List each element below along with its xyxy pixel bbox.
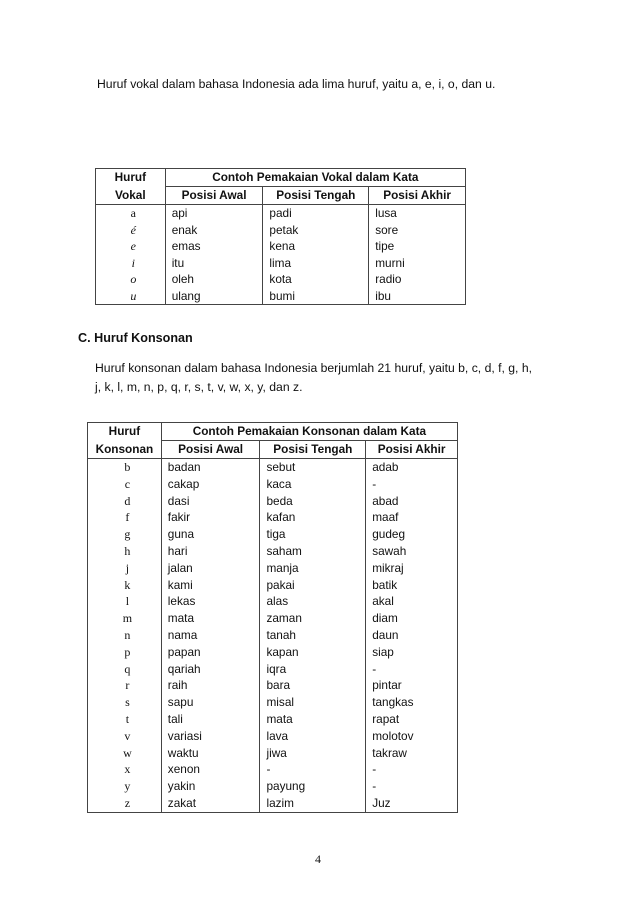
consonant-cell-letter: j — [88, 560, 162, 577]
vowel-cell-awal: ulang — [165, 288, 263, 305]
consonant-row — [88, 661, 458, 678]
consonant-cell-letter: d — [88, 493, 162, 510]
consonant-cell-letter: m — [88, 610, 162, 627]
consonant-cell-akhir: mikraj — [366, 560, 458, 577]
vowel-row — [96, 222, 466, 239]
consonant-cell-akhir: takraw — [366, 745, 458, 762]
consonant-cell-awal: raih — [161, 677, 260, 694]
vowel-cell-letter: é — [96, 222, 166, 239]
consonant-cell-akhir: batik — [366, 577, 458, 594]
consonant-row — [88, 509, 458, 526]
vowel-header-akhir: Posisi Akhir — [369, 187, 466, 205]
consonant-cell-tengah: pakai — [260, 577, 366, 594]
vowel-cell-tengah: lima — [263, 255, 369, 272]
vowel-cell-awal: itu — [165, 255, 263, 272]
consonant-cell-akhir: - — [366, 661, 458, 678]
consonant-cell-letter: t — [88, 711, 162, 728]
consonant-cell-tengah: tiga — [260, 526, 366, 543]
consonant-cell-tengah: sebut — [260, 459, 366, 476]
vowel-cell-letter: e — [96, 238, 166, 255]
consonant-cell-letter: l — [88, 593, 162, 610]
consonant-cell-awal: xenon — [161, 761, 260, 778]
consonant-table — [87, 422, 458, 813]
consonant-cell-awal: yakin — [161, 778, 260, 795]
consonant-row — [88, 526, 458, 543]
vowel-cell-akhir: radio — [369, 271, 466, 288]
consonant-cell-awal: hari — [161, 543, 260, 560]
vowel-row — [96, 205, 466, 222]
consonant-cell-akhir: diam — [366, 610, 458, 627]
consonant-row — [88, 627, 458, 644]
vowel-cell-tengah: bumi — [263, 288, 369, 305]
consonant-cell-awal: mata — [161, 610, 260, 627]
vowel-cell-tengah: petak — [263, 222, 369, 239]
vowel-cell-letter: u — [96, 288, 166, 305]
consonant-row — [88, 677, 458, 694]
consonant-row — [88, 728, 458, 745]
consonant-cell-akhir: pintar — [366, 677, 458, 694]
vowel-cell-awal: api — [165, 205, 263, 222]
consonant-cell-letter: w — [88, 745, 162, 762]
consonant-cell-awal: lekas — [161, 593, 260, 610]
consonant-cell-letter: q — [88, 661, 162, 678]
vowel-cell-akhir: lusa — [369, 205, 466, 222]
consonant-cell-awal: guna — [161, 526, 260, 543]
consonant-row — [88, 593, 458, 610]
vowel-col-huruf-1: Huruf — [96, 169, 166, 187]
consonant-cell-letter: k — [88, 577, 162, 594]
consonant-cell-awal: qariah — [161, 661, 260, 678]
vowel-header-tengah: Posisi Tengah — [263, 187, 369, 205]
consonant-cell-letter: y — [88, 778, 162, 795]
vowel-table-title: Contoh Pemakaian Vokal dalam Kata — [165, 169, 465, 187]
consonant-cell-letter: n — [88, 627, 162, 644]
consonant-cell-awal: sapu — [161, 694, 260, 711]
consonant-row — [88, 795, 458, 812]
consonant-cell-awal: waktu — [161, 745, 260, 762]
vowel-cell-tengah: kota — [263, 271, 369, 288]
consonant-cell-tengah: alas — [260, 593, 366, 610]
vowel-cell-awal: enak — [165, 222, 263, 239]
consonant-cell-awal: zakat — [161, 795, 260, 812]
consonant-cell-akhir: sawah — [366, 543, 458, 560]
consonant-cell-tengah: iqra — [260, 661, 366, 678]
consonant-cell-tengah: jiwa — [260, 745, 366, 762]
consonant-cell-tengah: beda — [260, 493, 366, 510]
vowel-header-awal: Posisi Awal — [165, 187, 263, 205]
section-heading: C. Huruf Konsonan — [78, 331, 193, 345]
consonant-cell-akhir: rapat — [366, 711, 458, 728]
consonant-row — [88, 745, 458, 762]
vowel-cell-akhir: tipe — [369, 238, 466, 255]
consonant-cell-awal: badan — [161, 459, 260, 476]
consonant-cell-akhir: molotov — [366, 728, 458, 745]
consonant-cell-akhir: adab — [366, 459, 458, 476]
consonant-cell-awal: cakap — [161, 476, 260, 493]
consonant-header-akhir: Posisi Akhir — [366, 441, 458, 459]
consonant-cell-tengah: bara — [260, 677, 366, 694]
vowel-table — [95, 168, 466, 305]
vowel-cell-letter: i — [96, 255, 166, 272]
consonant-cell-akhir: Juz — [366, 795, 458, 812]
consonant-row — [88, 644, 458, 661]
consonant-cell-awal: kami — [161, 577, 260, 594]
consonant-row — [88, 493, 458, 510]
consonant-cell-letter: g — [88, 526, 162, 543]
consonant-cell-akhir: abad — [366, 493, 458, 510]
vowel-row — [96, 238, 466, 255]
consonant-row — [88, 459, 458, 476]
vowel-col-huruf-2: Vokal — [96, 187, 166, 205]
consonant-row — [88, 543, 458, 560]
vowel-cell-tengah: padi — [263, 205, 369, 222]
consonant-cell-akhir: - — [366, 476, 458, 493]
consonant-cell-akhir: - — [366, 761, 458, 778]
consonant-cell-akhir: daun — [366, 627, 458, 644]
vowel-cell-akhir: ibu — [369, 288, 466, 305]
consonant-cell-tengah: misal — [260, 694, 366, 711]
consonant-cell-letter: s — [88, 694, 162, 711]
consonant-row — [88, 476, 458, 493]
consonant-table-title: Contoh Pemakaian Konsonan dalam Kata — [161, 423, 457, 441]
consonant-row — [88, 610, 458, 627]
consonant-cell-akhir: - — [366, 778, 458, 795]
consonant-cell-akhir: akal — [366, 593, 458, 610]
consonant-cell-tengah: zaman — [260, 610, 366, 627]
vowel-row — [96, 271, 466, 288]
consonant-cell-letter: z — [88, 795, 162, 812]
consonant-col-huruf-2: Konsonan — [88, 441, 162, 459]
consonant-cell-tengah: tanah — [260, 627, 366, 644]
vowel-cell-letter: a — [96, 205, 166, 222]
vowel-row — [96, 255, 466, 272]
consonant-cell-tengah: saham — [260, 543, 366, 560]
consonant-row — [88, 761, 458, 778]
vowel-cell-akhir: murni — [369, 255, 466, 272]
vowel-cell-tengah: kena — [263, 238, 369, 255]
consonant-cell-letter: f — [88, 509, 162, 526]
consonant-row — [88, 560, 458, 577]
consonant-cell-tengah: kaca — [260, 476, 366, 493]
consonant-cell-letter: x — [88, 761, 162, 778]
consonant-cell-akhir: maaf — [366, 509, 458, 526]
consonant-header-tengah: Posisi Tengah — [260, 441, 366, 459]
consonant-cell-tengah: manja — [260, 560, 366, 577]
consonant-cell-awal: tali — [161, 711, 260, 728]
consonant-cell-awal: fakir — [161, 509, 260, 526]
consonant-cell-akhir: gudeg — [366, 526, 458, 543]
consonant-intro-line-1: Huruf konsonan dalam bahasa Indonesia berjumlah 21 huruf, yaitu b, c, d, f, g, h, — [95, 361, 532, 375]
vowel-cell-awal: oleh — [165, 271, 263, 288]
vowel-row — [96, 288, 466, 305]
vowel-cell-awal: emas — [165, 238, 263, 255]
consonant-cell-tengah: kafan — [260, 509, 366, 526]
consonant-cell-tengah: payung — [260, 778, 366, 795]
consonant-cell-letter: b — [88, 459, 162, 476]
consonant-cell-awal: nama — [161, 627, 260, 644]
consonant-cell-letter: h — [88, 543, 162, 560]
page-number: 4 — [315, 852, 321, 866]
consonant-cell-tengah: kapan — [260, 644, 366, 661]
consonant-cell-awal: jalan — [161, 560, 260, 577]
consonant-cell-letter: c — [88, 476, 162, 493]
consonant-cell-tengah: mata — [260, 711, 366, 728]
vowel-cell-letter: o — [96, 271, 166, 288]
consonant-cell-awal: dasi — [161, 493, 260, 510]
consonant-cell-awal: papan — [161, 644, 260, 661]
consonant-cell-letter: r — [88, 677, 162, 694]
consonant-row — [88, 577, 458, 594]
consonant-header-awal: Posisi Awal — [161, 441, 260, 459]
consonant-cell-awal: variasi — [161, 728, 260, 745]
consonant-cell-akhir: tangkas — [366, 694, 458, 711]
consonant-row — [88, 694, 458, 711]
consonant-cell-tengah: lava — [260, 728, 366, 745]
consonant-cell-letter: v — [88, 728, 162, 745]
consonant-intro-line-2: j, k, l, m, n, p, q, r, s, t, v, w, x, y, dan z. — [95, 380, 303, 394]
vowel-cell-akhir: sore — [369, 222, 466, 239]
consonant-cell-tengah: lazim — [260, 795, 366, 812]
consonant-cell-akhir: siap — [366, 644, 458, 661]
consonant-row — [88, 778, 458, 795]
consonant-col-huruf-1: Huruf — [88, 423, 162, 441]
consonant-cell-tengah: - — [260, 761, 366, 778]
consonant-cell-letter: p — [88, 644, 162, 661]
vowel-intro: Huruf vokal dalam bahasa Indonesia ada lima huruf, yaitu a, e, i, o, dan u. — [97, 77, 496, 91]
consonant-row — [88, 711, 458, 728]
